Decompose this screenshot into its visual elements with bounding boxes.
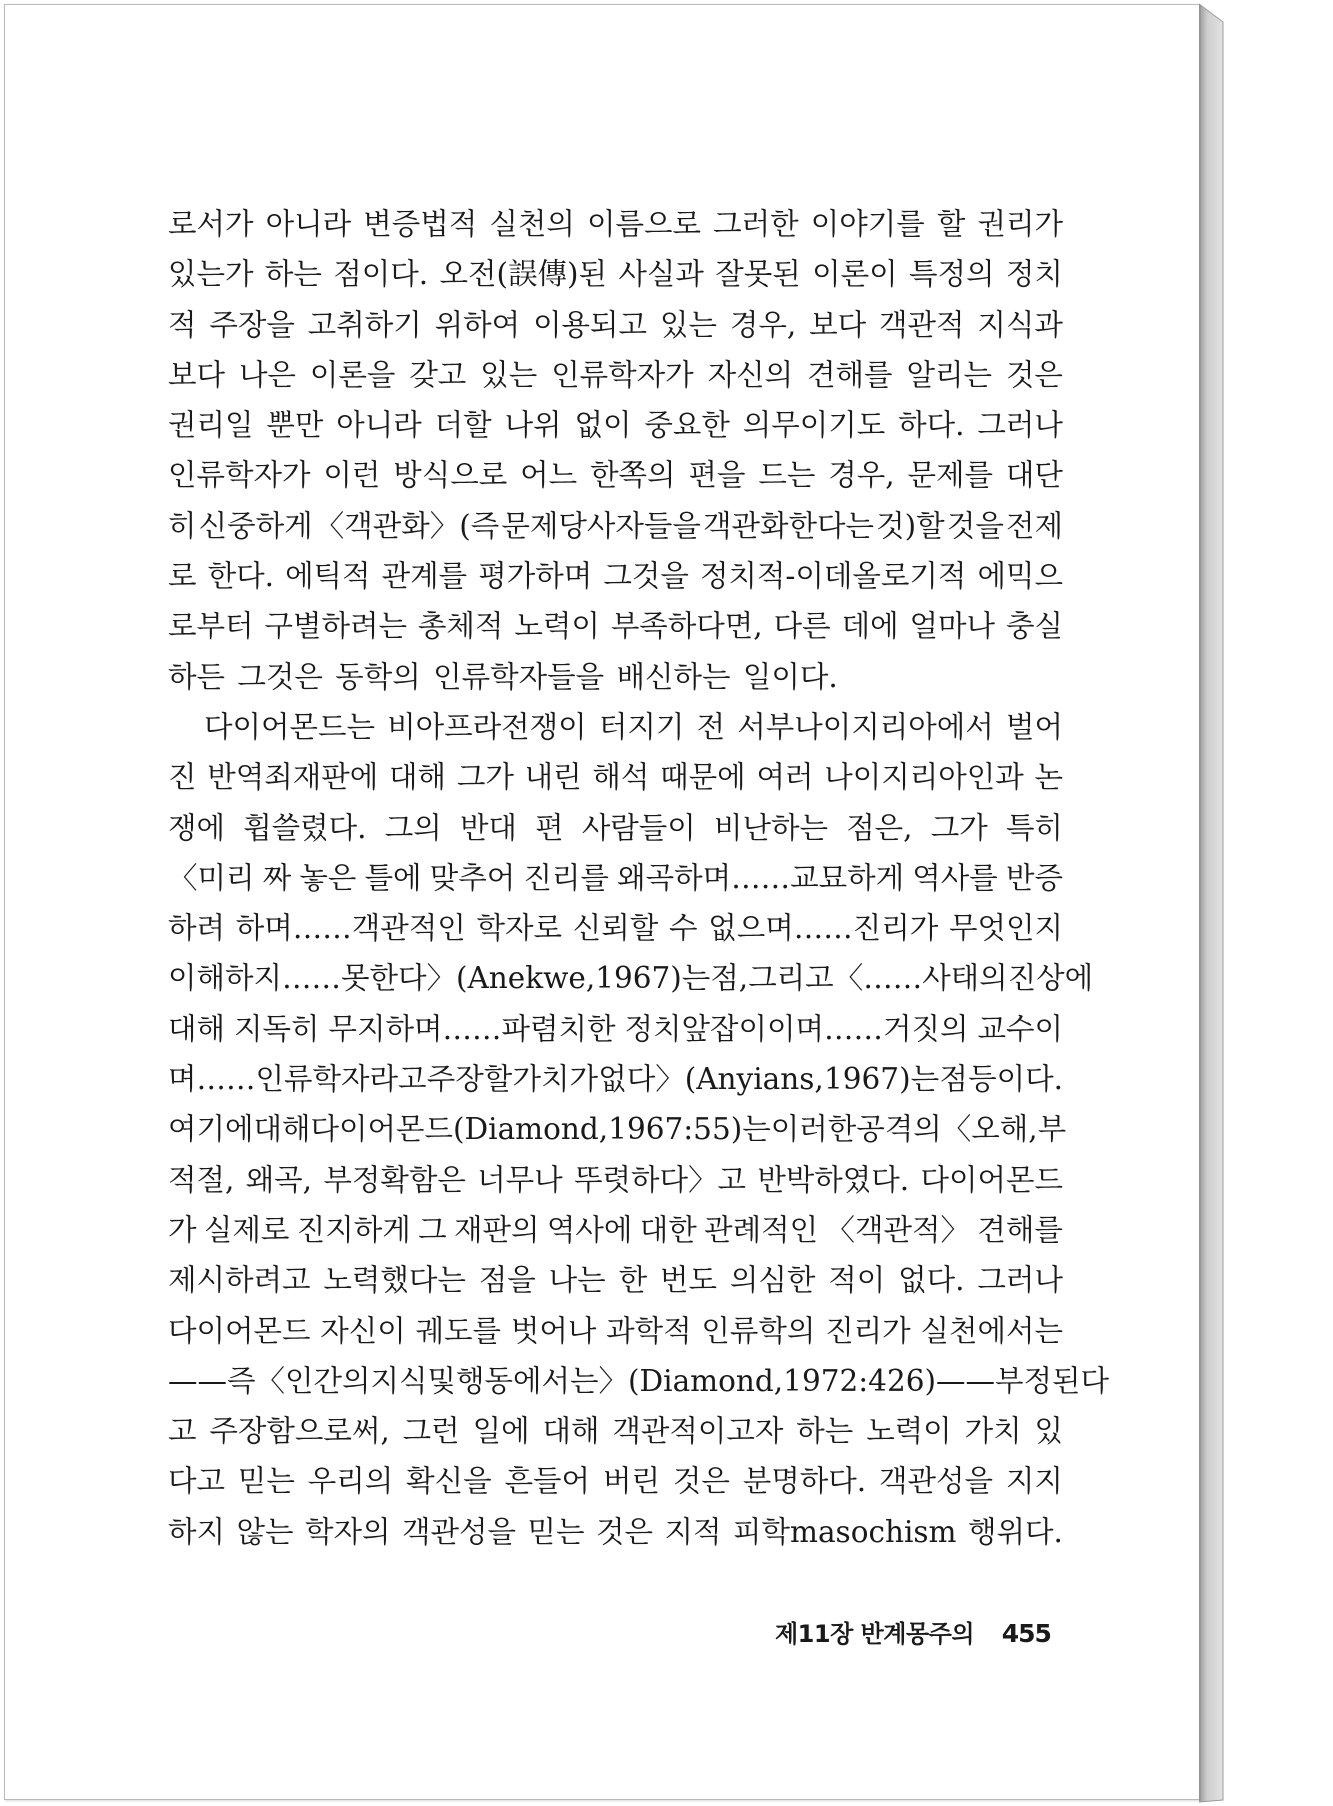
text-word: 경우, bbox=[828, 458, 895, 493]
text-word: 1967:55)는 bbox=[608, 1112, 771, 1147]
text-word: 대해 bbox=[253, 1112, 311, 1147]
text-word: 부정확함은 bbox=[323, 1162, 466, 1197]
text-word: 노력이 bbox=[514, 609, 600, 644]
text-word: 서부나이지리아에서 bbox=[737, 709, 994, 744]
text-word: 진리를 bbox=[523, 860, 609, 895]
text-word: 적 bbox=[168, 307, 197, 342]
text-line bbox=[168, 450, 1063, 500]
text-word: 왜곡하며……교묘하게 bbox=[617, 860, 905, 895]
text-line bbox=[168, 350, 1063, 400]
text-word: 에믹으 bbox=[977, 559, 1063, 594]
text-word: 과학적 bbox=[606, 1313, 692, 1348]
text-word: 그가 bbox=[456, 760, 514, 795]
text-word: 중요한 bbox=[644, 408, 730, 443]
text-word: 노력이 bbox=[866, 1414, 952, 1449]
text-word: 등이다. bbox=[968, 1062, 1063, 1097]
text-word: 일이다. bbox=[742, 659, 838, 694]
text-word: 전 bbox=[696, 709, 726, 744]
text-word: 이용되고 bbox=[533, 307, 648, 342]
text-word: 부 bbox=[1037, 1112, 1067, 1147]
text-word: 사람들이 bbox=[581, 810, 696, 845]
text-word: 있는가 bbox=[168, 257, 254, 292]
text-word: 이야기를 bbox=[810, 207, 925, 241]
running-footer bbox=[775, 1614, 1051, 1649]
text-word: 번도 bbox=[659, 1263, 717, 1298]
text-word: 권리가 bbox=[977, 207, 1063, 241]
text-word: 재판의 bbox=[454, 1212, 540, 1247]
text-word: 어느 bbox=[520, 458, 578, 493]
text-word: 이론을 bbox=[309, 357, 396, 392]
text-word: 반대 bbox=[459, 810, 517, 845]
text-word: 점을 bbox=[478, 1263, 536, 1298]
text-line bbox=[168, 300, 1063, 350]
text-word: 지지 bbox=[1005, 1464, 1063, 1499]
text-word: 무지하며……파렴치한 bbox=[328, 1011, 616, 1046]
text-word: 문제당사자들을 bbox=[501, 508, 701, 543]
text-word: ——즉 bbox=[168, 1363, 256, 1398]
text-word: 점이다. bbox=[333, 257, 429, 292]
text-line bbox=[168, 652, 1063, 702]
text-word: 것은 bbox=[1005, 357, 1063, 392]
text-word: 객관적 bbox=[879, 307, 965, 342]
text-word: 및 bbox=[427, 1363, 456, 1398]
text-word: 충실 bbox=[1006, 609, 1063, 644]
text-word: 지식과 bbox=[977, 307, 1063, 342]
text-word: 믿는 bbox=[237, 1464, 295, 1499]
text-word: 그의 bbox=[384, 810, 442, 845]
text-word: 때문에 bbox=[660, 760, 746, 795]
text-word: 대해 bbox=[168, 1011, 225, 1046]
text-word: 여기에 bbox=[168, 1112, 254, 1147]
text-line bbox=[168, 1004, 1063, 1054]
text-word: 1967)는 bbox=[824, 1062, 940, 1097]
text-word: 사실과 bbox=[618, 257, 704, 292]
text-word: 왜곡, bbox=[245, 1162, 313, 1197]
text-word: 쟁에 bbox=[168, 810, 225, 845]
text-word: 대해 bbox=[542, 1414, 600, 1449]
text-line bbox=[168, 199, 1063, 249]
text-word: 다이어몬드(Diamond, bbox=[310, 1112, 609, 1147]
text-word: 고취하기 bbox=[307, 307, 422, 342]
text-word: 이해하지……못한다〉(Anekwe, bbox=[168, 961, 596, 996]
text-word: 관계를 bbox=[381, 559, 468, 594]
text-word: 여러 bbox=[756, 760, 814, 795]
text-word: 진상에 bbox=[1007, 961, 1094, 996]
text-word: 특정의 bbox=[909, 257, 995, 292]
text-word: 방식으로 bbox=[393, 458, 508, 493]
text-line bbox=[168, 1205, 1063, 1255]
text-word: 며……인류학자라고 bbox=[168, 1062, 427, 1097]
text-word: 행동에서는〉(Diamond, bbox=[456, 1363, 784, 1398]
text-word: 그 bbox=[418, 1212, 447, 1247]
text-word: 관례적인 bbox=[704, 1212, 819, 1247]
text-word: 일에 bbox=[472, 1414, 530, 1449]
text-word: 놓은 bbox=[299, 860, 357, 895]
text-word: 그것은 bbox=[237, 659, 323, 694]
text-word: 다이어몬드 bbox=[920, 1162, 1063, 1197]
text-word: 공격의 bbox=[856, 1112, 942, 1147]
text-word: 대단 bbox=[1005, 458, 1063, 493]
text-word: 이론이 bbox=[812, 257, 898, 292]
text-line bbox=[168, 1255, 1063, 1305]
text-word: 실천의 bbox=[489, 207, 575, 241]
text-word: 1967)는 bbox=[595, 961, 711, 996]
text-word: 피학masochism bbox=[733, 1514, 957, 1549]
text-word: 것)할 bbox=[876, 508, 945, 543]
text-word: 점 bbox=[939, 1062, 968, 1097]
text-word: 비아프라전쟁이 bbox=[387, 709, 587, 744]
text-word: 아니라 bbox=[336, 408, 422, 443]
text-line bbox=[168, 803, 1063, 853]
text-word: 부족하다면, bbox=[610, 609, 763, 644]
text-word: 인류학자들을 bbox=[433, 659, 605, 694]
text-word: 드는 bbox=[758, 458, 816, 493]
text-word: 오전(誤傳)된 bbox=[439, 257, 608, 292]
text-word: 한다. bbox=[207, 559, 274, 594]
text-word: 내린 bbox=[524, 760, 582, 795]
text-line bbox=[168, 853, 1063, 903]
text-word: 점, bbox=[710, 961, 749, 996]
text-word: 확신을 bbox=[406, 1464, 492, 1499]
text-word: 견해를 bbox=[977, 1212, 1063, 1247]
text-word: 다고 bbox=[168, 1464, 225, 1499]
text-word: 데에 bbox=[841, 609, 899, 644]
text-word: 가 bbox=[168, 1212, 197, 1247]
text-word: 총체적 bbox=[417, 609, 504, 644]
text-word: 자신의 bbox=[707, 357, 794, 392]
body-text bbox=[168, 199, 1110, 1557]
text-word: 얼마나 bbox=[909, 609, 996, 644]
text-word: 편 bbox=[535, 810, 564, 845]
text-word: 구별하려는 bbox=[264, 609, 407, 644]
text-word: 동학의 bbox=[335, 659, 421, 694]
text-word: 터지기 bbox=[598, 709, 685, 744]
text-word: 정치적-이데올로기적 bbox=[699, 559, 967, 594]
text-word: 맞추어 bbox=[429, 860, 516, 895]
text-word: 역사에 bbox=[546, 1212, 633, 1247]
text-line bbox=[168, 1155, 1063, 1205]
text-word: 특히 bbox=[1005, 810, 1063, 845]
text-word: 견해를 bbox=[807, 357, 893, 392]
text-word: 〈미리 bbox=[168, 860, 255, 895]
text-word: 반증 bbox=[1005, 860, 1063, 895]
text-word: 정치 bbox=[1005, 257, 1063, 292]
text-word: 이러한 bbox=[770, 1112, 857, 1147]
text-word: 한 bbox=[618, 1263, 648, 1298]
text-line bbox=[168, 400, 1063, 450]
text-word: 흔들어 bbox=[504, 1464, 591, 1499]
text-word: 다이어몬드는 bbox=[204, 709, 375, 744]
text-word: 뚜렷하다〉고 bbox=[574, 1162, 746, 1197]
text-word: 하는 bbox=[264, 257, 322, 292]
text-word: 학자로 bbox=[476, 911, 562, 946]
text-word: 교수이 bbox=[977, 1011, 1063, 1046]
text-word: 잘못된 bbox=[715, 257, 801, 292]
text-line bbox=[168, 551, 1063, 601]
text-word: 지적 bbox=[664, 1514, 722, 1549]
text-word: 전제 bbox=[1005, 508, 1063, 543]
text-line bbox=[168, 702, 1063, 752]
text-word: 틀에 bbox=[364, 860, 422, 895]
text-word: 정치앞잡이이며……거짓의 bbox=[624, 1011, 969, 1046]
text-word: 객관성을 bbox=[402, 1514, 516, 1549]
text-word: 지독히 bbox=[234, 1011, 320, 1046]
text-line bbox=[168, 1104, 1067, 1154]
text-word: ——부정된다 bbox=[936, 1363, 1110, 1398]
text-word: 히 bbox=[168, 508, 197, 543]
text-word: 가치 bbox=[964, 1414, 1022, 1449]
text-word: 그런 bbox=[402, 1414, 460, 1449]
text-word: 궤도를 bbox=[415, 1313, 502, 1348]
text-word: 인류학자가 bbox=[551, 357, 694, 392]
text-word: 하지 bbox=[168, 1514, 225, 1549]
page-stack-edge bbox=[1199, 0, 1229, 1806]
text-word: 나이지리아인과 bbox=[824, 760, 1024, 795]
text-word: 나은 bbox=[238, 357, 296, 392]
text-line bbox=[168, 1507, 1063, 1557]
text-word: 로 bbox=[168, 559, 197, 594]
text-word: 로부터 bbox=[168, 609, 254, 644]
text-word: 주장을 bbox=[209, 307, 295, 342]
text-word: 그리고 bbox=[748, 961, 834, 996]
text-word: 주장함으로써, bbox=[209, 1414, 390, 1449]
text-word: 비난하는 bbox=[714, 810, 828, 845]
text-line bbox=[168, 1456, 1063, 1506]
text-word: 하다. bbox=[898, 408, 965, 443]
text-word: 노력했다는 bbox=[323, 1263, 466, 1298]
text-word: 뿐만 bbox=[266, 408, 324, 443]
text-word: 하는 bbox=[796, 1414, 854, 1449]
text-word: 평가하며 bbox=[478, 559, 593, 594]
text-word: 않는 bbox=[236, 1514, 294, 1549]
text-word: 의무이기도 bbox=[742, 408, 886, 443]
text-word: 것은 bbox=[596, 1514, 653, 1549]
text-line bbox=[168, 1306, 1063, 1356]
text-word: 〈객관화〉(즉 bbox=[314, 508, 500, 543]
text-word: 것을 bbox=[946, 508, 1004, 543]
text-word: 이런 bbox=[323, 458, 381, 493]
text-word: 있 bbox=[1034, 1414, 1063, 1449]
text-word: 역사를 bbox=[912, 860, 998, 895]
text-word: 인류학의 bbox=[701, 1313, 816, 1348]
text-word: 신중하게 bbox=[198, 508, 313, 543]
text-word: 보다 bbox=[809, 307, 867, 342]
text-word: 그것을 bbox=[603, 559, 689, 594]
text-word: 그러나 bbox=[977, 408, 1063, 443]
text-line bbox=[168, 249, 1063, 299]
text-word: 편을 bbox=[688, 458, 746, 493]
text-word: 수 bbox=[668, 911, 698, 946]
text-word: 해석 bbox=[592, 760, 650, 795]
text-word: 〈……사태의 bbox=[833, 961, 1008, 996]
text-word: 로서가 bbox=[168, 207, 254, 241]
text-word: 하든 bbox=[168, 659, 225, 694]
text-word: 하며……객관적인 bbox=[235, 911, 466, 946]
text-line bbox=[168, 903, 1063, 953]
text-word: 실제로 bbox=[203, 1212, 290, 1247]
text-word: 고 bbox=[168, 1414, 197, 1449]
text-word: 있는 bbox=[480, 357, 538, 392]
text-word: 경우, bbox=[729, 307, 797, 342]
text-word: 객관화한다는 bbox=[703, 508, 875, 543]
text-word: 없다〉(Anyians, bbox=[598, 1062, 824, 1097]
text-word: 지식 bbox=[370, 1363, 428, 1398]
text-word: 의심한 bbox=[729, 1263, 816, 1298]
text-word: 논 bbox=[1034, 760, 1063, 795]
text-word: 있는 bbox=[659, 307, 717, 342]
text-word: 그러나 bbox=[977, 1263, 1063, 1298]
text-line bbox=[168, 1406, 1063, 1456]
text-word: 나위 bbox=[504, 408, 562, 443]
text-line bbox=[168, 501, 1063, 551]
text-word: 진리가 bbox=[825, 1313, 911, 1348]
text-word: 객관적이고자 bbox=[612, 1414, 784, 1449]
text-word: 진지하게 bbox=[296, 1212, 411, 1247]
text-word: 위하여 bbox=[434, 307, 521, 342]
text-word: 주장할 bbox=[426, 1062, 513, 1097]
text-word: 우리의 bbox=[307, 1464, 394, 1499]
text-word: 학자의 bbox=[305, 1514, 391, 1549]
text-word: 믿는 bbox=[527, 1514, 585, 1549]
text-word: 벗어나 bbox=[510, 1313, 597, 1348]
text-word: 대한 bbox=[639, 1212, 697, 1247]
text-word: 휩쓸렸다. bbox=[243, 810, 367, 845]
text-word: 점은, bbox=[846, 810, 913, 845]
text-word: 없이 bbox=[574, 408, 632, 443]
text-word: 실천에서는 bbox=[920, 1313, 1063, 1348]
page-number: 455 bbox=[1001, 1619, 1051, 1648]
text-word: 문제를 bbox=[907, 458, 993, 493]
text-word: 버린 bbox=[602, 1464, 660, 1499]
text-word: 벌어 bbox=[1005, 709, 1063, 744]
text-word: 그가 bbox=[930, 810, 988, 845]
text-word: 없으며……진리가 bbox=[708, 911, 939, 946]
text-word: 한쪽의 bbox=[590, 458, 676, 493]
text-word: 변증법적 bbox=[363, 207, 478, 241]
text-word: 〈오해, bbox=[941, 1112, 1038, 1147]
text-word: 에틱적 bbox=[285, 559, 371, 594]
text-word: 다이어몬드 bbox=[168, 1313, 311, 1348]
text-line bbox=[168, 752, 1063, 802]
text-line bbox=[168, 953, 1094, 1003]
text-word: 무엇인지 bbox=[948, 911, 1063, 946]
text-word: 권리일 bbox=[168, 408, 254, 443]
text-word: 더할 bbox=[434, 408, 492, 443]
text-word: 인류학자가 bbox=[168, 458, 311, 493]
text-line bbox=[168, 1054, 1063, 1104]
text-word: 그러한 bbox=[713, 207, 799, 241]
text-word: 알리는 bbox=[906, 357, 992, 392]
book-page bbox=[4, 4, 1200, 1800]
text-word: 행위다. bbox=[968, 1514, 1063, 1549]
text-word: 것은 bbox=[672, 1464, 730, 1499]
text-word: 〈객관적〉 bbox=[825, 1212, 970, 1247]
text-word: 적이 bbox=[828, 1263, 886, 1298]
text-word: 다른 bbox=[773, 609, 831, 644]
text-word: 아니라 bbox=[265, 207, 352, 241]
text-word: 나는 bbox=[548, 1263, 606, 1298]
text-word: 짜 bbox=[262, 860, 292, 895]
text-word: 적절, bbox=[168, 1162, 235, 1197]
text-word: 반박하였다. bbox=[757, 1162, 910, 1197]
text-word: 객관성을 bbox=[879, 1464, 993, 1499]
text-word: 대해 bbox=[389, 760, 447, 795]
text-word: 1972:426) bbox=[783, 1363, 937, 1398]
text-word: 할 bbox=[936, 207, 966, 241]
text-word: 보다 bbox=[168, 357, 225, 392]
text-word: 반역죄재판에 bbox=[207, 760, 379, 795]
text-word: 가치가 bbox=[512, 1062, 598, 1097]
text-word: 너무나 bbox=[477, 1162, 563, 1197]
text-word: 제시하려고 bbox=[168, 1263, 311, 1298]
text-line bbox=[168, 601, 1063, 651]
text-word: 이름으로 bbox=[587, 207, 701, 241]
text-line bbox=[168, 1356, 1110, 1406]
text-word: 배신하는 bbox=[616, 659, 731, 694]
text-word: 하려 bbox=[168, 911, 225, 946]
text-word: 진 bbox=[168, 760, 197, 795]
text-word: 〈인간의 bbox=[255, 1363, 371, 1398]
chapter-title: 제11장 반계몽주의 bbox=[775, 1620, 975, 1648]
text-word: 신뢰할 bbox=[572, 911, 659, 946]
text-word: 없다. bbox=[898, 1263, 965, 1298]
text-word: 갖고 bbox=[409, 357, 467, 392]
text-word: 자신이 bbox=[320, 1313, 406, 1348]
text-word: 분명하다. bbox=[742, 1464, 867, 1499]
